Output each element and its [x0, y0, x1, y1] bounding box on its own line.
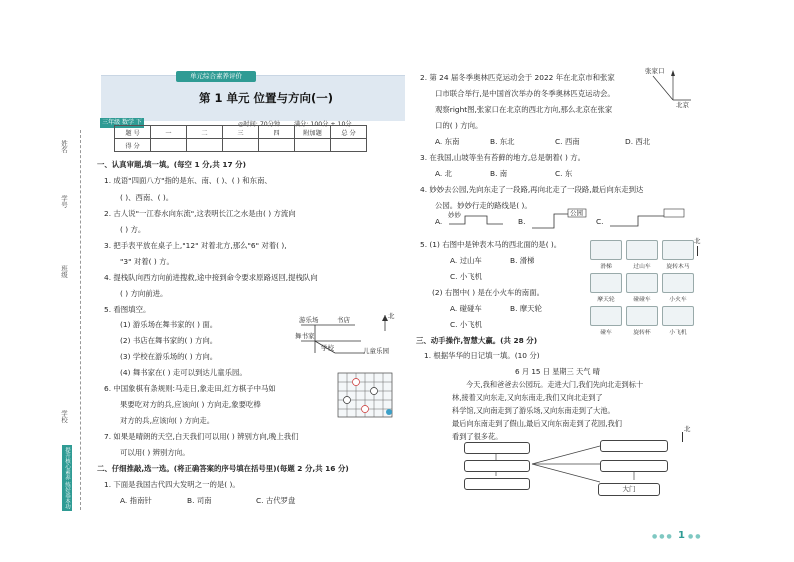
- option-a: A. 过山车: [450, 256, 482, 265]
- score-cell: 附加题: [295, 126, 331, 139]
- route-option-a[interactable]: A.: [435, 217, 443, 226]
- ride-image: [626, 306, 658, 326]
- ride-card: 过山车: [626, 240, 658, 270]
- question-text: 3. 把手表平放在桌子上,"12" 对着北方,那么"6" 对着( ),: [104, 241, 287, 250]
- question-text: 5. (1) 右图中是钟表木马的西北面的是( )。: [420, 240, 562, 249]
- chess-board: [337, 372, 393, 418]
- map-label-beijing: 北京: [676, 101, 689, 109]
- score-cell[interactable]: [331, 139, 367, 152]
- score-cell[interactable]: [223, 139, 259, 152]
- score-cell[interactable]: [295, 139, 331, 152]
- zhangjiakou-map: [645, 64, 695, 108]
- map-label-north: 北: [388, 312, 395, 320]
- question-text: 可以用( ) 辨别方向。: [120, 448, 190, 457]
- question-text: (1) 游乐场在舞书家的( ) 面。: [120, 320, 218, 329]
- header-score-note: 满分: 100分 + 10分: [294, 121, 352, 128]
- section-1-heading: 一、认真审题,填一填。(每空 1 分,共 17 分): [97, 160, 246, 169]
- question-text: 观察right图,张家口在北京的西北方向,那么北京在张家: [435, 105, 613, 114]
- question-text: 6. 中国象棋有条规则:马走日,象走田,红方棋子中马如: [104, 384, 276, 393]
- question-text: 果要吃对方的兵,应该向( ) 方向走,象要吃棒: [120, 400, 261, 409]
- ride-card: 旋转木马: [662, 240, 694, 270]
- question-text: "3" 对着( ) 方。: [120, 257, 174, 266]
- side-banner: 提升核心素养 练好基本功: [64, 447, 70, 510]
- park-blank-box[interactable]: [464, 442, 530, 454]
- diary-line: 看到了很多花。: [452, 432, 503, 441]
- section-2-heading: 二、仔细推敲,选一选。(将正确答案的序号填在括号里)(每题 2 分,共 16 分): [97, 464, 349, 473]
- score-cell[interactable]: [259, 139, 295, 152]
- ride-card: 滑梯: [590, 240, 622, 270]
- option-c: C. 小飞机: [450, 272, 483, 281]
- option-c: C. 古代罗盘: [256, 496, 296, 505]
- side-label-name: 姓名: [60, 140, 68, 153]
- direction-map: [295, 313, 395, 363]
- side-label-school: 学校: [60, 410, 68, 423]
- ride-image: [590, 240, 622, 260]
- side-label-class: 班级: [60, 265, 68, 278]
- ride-card: 旋转杯: [626, 306, 658, 336]
- question-text: (3) 学校在游乐场的( ) 方向。: [120, 352, 218, 361]
- question-text: ( ) 方向前进。: [120, 289, 168, 298]
- park-blank-box[interactable]: [600, 460, 668, 472]
- map-label-playground: 游乐场: [299, 316, 319, 324]
- park-blank-box[interactable]: [464, 478, 530, 490]
- score-table-row: [115, 126, 367, 139]
- ride-card: 碰碰车: [626, 273, 658, 303]
- score-cell[interactable]: [187, 139, 223, 152]
- question-text: 对方的兵,应该向( ) 方向走。: [120, 416, 215, 425]
- park-blank-box[interactable]: [600, 440, 668, 452]
- option-c: C. 小飞机: [450, 320, 483, 329]
- score-cell: 二: [187, 126, 223, 139]
- question-text: 5. 看图填空。: [104, 305, 151, 314]
- park-gate-label: 大门: [622, 485, 636, 493]
- section-3-heading: 三、动手操作,智慧大赢。(共 28 分): [416, 336, 538, 345]
- ride-card: 小火车: [662, 273, 694, 303]
- question-text: 2. 第 24 届冬季奥林匹克运动会于 2022 年在北京市和张家: [420, 73, 615, 82]
- ride-card: 碰车: [590, 306, 622, 336]
- score-cell: 三: [223, 126, 259, 139]
- question-text: 1. 下面是我国古代四大发明之一的是( )。: [104, 480, 240, 489]
- score-cell: 得 分: [115, 139, 151, 152]
- question-text: 口的( ) 方向。: [435, 121, 483, 130]
- map-label-school: 学校: [321, 344, 334, 352]
- score-table: [114, 125, 367, 152]
- option-b: B. 司南: [187, 496, 212, 505]
- page-number: 1: [678, 530, 685, 541]
- score-cell: 四: [259, 126, 295, 139]
- question-text: 2. 古人说"一江春水向东流",这表明长江之水是由( ) 方流向: [104, 209, 296, 218]
- question-text: 口市联合举行,是中国首次举办的冬季奥林匹克运动会。: [435, 89, 615, 98]
- question-text: (2) 右图中( ) 是在小火车的南面。: [432, 288, 544, 297]
- ride-image: [662, 306, 694, 326]
- option-a: A. 指南针: [120, 496, 152, 505]
- route-label-miaomiao: 妙妙: [448, 211, 461, 219]
- north-arrow-icon: [697, 246, 698, 256]
- route-c-lines: [608, 208, 696, 234]
- question-text: 4. 妙妙去公园,先向东走了一段路,再向北走了一段路,最后向东走到达: [420, 185, 644, 194]
- page-title: 第 1 单元 位置与方向(一): [198, 91, 334, 105]
- side-label-id: 学号: [60, 195, 68, 208]
- ride-card: 小飞机: [662, 306, 694, 336]
- diary-line: 林,接着又向东走,又向东南走,我们又向北走到了: [452, 393, 603, 402]
- park-north-label: 北: [684, 425, 691, 433]
- question-text: 4. 提栈队向西方向前进搜救,途中接到命令要求原路返回,提栈队向: [104, 273, 318, 282]
- ride-image: [590, 273, 622, 293]
- diary-date: 6 月 15 日 星期三 天气 晴: [515, 367, 600, 376]
- question-text: (2) 书店在舞书家的( ) 方向。: [120, 336, 218, 345]
- ride-card: 摩天轮: [590, 273, 622, 303]
- route-option-b[interactable]: B.: [518, 217, 526, 226]
- map-label-bookstore: 书店: [337, 316, 350, 324]
- header-time: ◎时间: 70分钟: [238, 121, 281, 128]
- map-label-park: 儿童乐园: [363, 347, 389, 355]
- route-c-diagram: [608, 208, 696, 234]
- rides-north-label: 北: [694, 237, 701, 245]
- chess-board-grid: [337, 372, 393, 418]
- question-text: ( )、西南、( )。: [120, 193, 174, 202]
- park-gate-box: [598, 483, 660, 496]
- ride-image: [662, 240, 694, 260]
- question-text: 3. 在我国,山坡等坐有苔藓的地方,总是朝着( ) 方。: [420, 153, 585, 162]
- question-text: 公园。妙妙行走的路线是( )。: [435, 201, 532, 210]
- diary-line: 今天,我和爸爸去公园玩。走进大门,我们先向北走到标十: [466, 380, 644, 389]
- score-cell: 一: [151, 126, 187, 139]
- footer-dots: ●●●: [652, 533, 674, 540]
- score-cell[interactable]: [151, 139, 187, 152]
- diary-line: 最后向东南走到了假山,最后又向东南走到了花园,我们: [452, 419, 622, 428]
- score-table-row: [115, 139, 367, 152]
- map-label-home: 舞书家: [295, 332, 315, 340]
- map-label-zhangjiakou: 张家口: [645, 67, 665, 75]
- option-c: C. 西南: [555, 137, 580, 146]
- ride-image: [626, 240, 658, 260]
- route-option-c[interactable]: C.: [596, 217, 604, 226]
- question-text: (4) 舞书家在( ) 走可以到达儿童乐园。: [120, 368, 247, 377]
- option-b: B. 东北: [490, 137, 515, 146]
- header-tag: 单元综合素养评价: [176, 71, 256, 82]
- ride-image: [662, 273, 694, 293]
- score-cell: 题 号: [115, 126, 151, 139]
- question-text: 7. 如果是晴朗的天空,白天我们可以用( ) 辨别方向,晚上我们: [104, 432, 299, 441]
- option-b: B. 南: [490, 169, 508, 178]
- diary-line: 科学馆,又向南走到了游乐场,又向东南走到了大池。: [452, 406, 615, 415]
- option-d: D. 西北: [625, 137, 651, 146]
- score-cell: 总 分: [331, 126, 367, 139]
- footer-dots: ●●: [688, 533, 703, 540]
- park-blank-box[interactable]: [464, 460, 530, 472]
- ride-image: [590, 306, 622, 326]
- option-b: B. 滑梯: [510, 256, 535, 265]
- park-north-arrow-icon: [682, 432, 683, 442]
- route-label-park: 公园: [570, 209, 583, 217]
- side-dash-line: [80, 130, 81, 510]
- option-a: A. 碰碰车: [450, 304, 482, 313]
- option-a: A. 北: [435, 169, 453, 178]
- option-a: A. 东南: [435, 137, 460, 146]
- question-text: 1. 根据华华的日记填一填。(10 分): [424, 351, 540, 360]
- ride-image: [626, 273, 658, 293]
- option-c: C. 东: [555, 169, 573, 178]
- grade-badge: 三年级 数学 下 (RJ): [100, 118, 144, 128]
- question-text: ( ) 方。: [120, 225, 146, 234]
- question-text: 1. 成语"四面八方"指的是东、南、( )、( ) 和东南、: [104, 176, 272, 185]
- option-b: B. 摩天轮: [510, 304, 542, 313]
